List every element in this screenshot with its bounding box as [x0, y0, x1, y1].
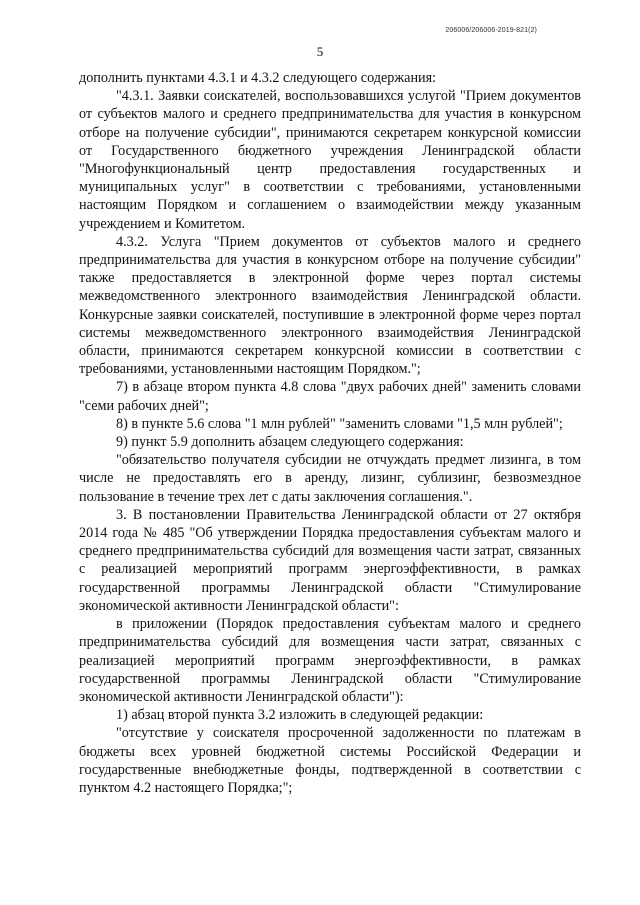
paragraph-appendix: в приложении (Порядок предоставления субъектам малого и среднего предпринимательства субсидий для возмещения части затрат, связанных с реализацией мероприятий программ энергоэффективности, в рамках государственной программы Ленинградской области "Стимулирование экономической активности Ленинградской области"): — [79, 616, 581, 705]
paragraph-no-arrears: "отсутствие у соискателя просроченной задолженности по платежам в бюджеты всех уровней бюджетной системы Российской Федерации и государственные внебюджетные фонды, подтвержденной в соответствии с пунктом 4.2 настоящего Порядка;"; — [79, 725, 581, 796]
paragraph-item-7: 7) в абзаце втором пункта 4.8 слова "двух рабочих дней" заменить словами "семи рабочих дней"; — [79, 379, 581, 414]
document-registration-number: 206006/206006-2019-821(2) — [445, 27, 537, 34]
document-body — [79, 69, 581, 797]
paragraph-4-3-2: 4.3.2. Услуга "Прием документов от субъектов малого и среднего предпринимательства для участия в конкурсном отборе на получение субсидии" также предоставляется в электронной форме через портал системы межведомственного электронного взаимодействия Ленинградской области. Конкурсные заявки соискателей, поступившие в электронной форме через портал системы межведомственного электронного взаимодействия Ленинградской области, принимаются секретарем конкурсной комиссии в соответствии с требованиями, установленными настоящим Порядком."; — [79, 233, 581, 378]
paragraph-intro: дополнить пунктами 4.3.1 и 4.3.2 следующего содержания: — [79, 70, 437, 86]
paragraph-item-9: 9) пункт 5.9 дополнить абзацем следующего содержания: — [116, 434, 464, 451]
paragraph-section-3: 3. В постановлении Правительства Ленинградской области от 27 октября 2014 года № 485 "Об утверждении Порядка предоставления субъектам малого и среднего предпринимательства субсидий для возмещения части затрат, связанных с реализацией мероприятий программ энергоэффективности, в рамках государственной программы Ленинградской области "Стимулирование экономической активности Ленинградской области": — [79, 506, 581, 614]
paragraph-item-1: 1) абзац второй пункта 3.2 изложить в следующей редакции: — [116, 707, 484, 724]
paragraph-item-8: 8) в пункте 5.6 слова "1 млн рублей" "заменить словами "1,5 млн рублей"; — [116, 415, 563, 432]
page-number: 5 — [316, 44, 324, 59]
paragraph-leasing-obligation: "обязательство получателя субсидии не отчуждать предмет лизинга, в том числе не предоставлять его в аренду, лизинг, сублизинг, безвозмездное пользование в течение трех лет с даты заключения соглашения.". — [79, 452, 581, 505]
paragraph-4-3-1: "4.3.1. Заявки соискателей, воспользовавшихся услугой "Прием документов от субъектов малого и среднего предпринимательства для участия в конкурсном отборе на получение субсидии", принимаются секретарем конкурсной комиссии от Государственного бюджетного учреждения Ленинградской области "Многофункциональный центр предоставления государственных и муниципальных услуг" в соответствии с требованиями, установленными настоящим Порядком и соглашением о взаимодействии между указанным учреждением и Комитетом. — [79, 88, 581, 232]
